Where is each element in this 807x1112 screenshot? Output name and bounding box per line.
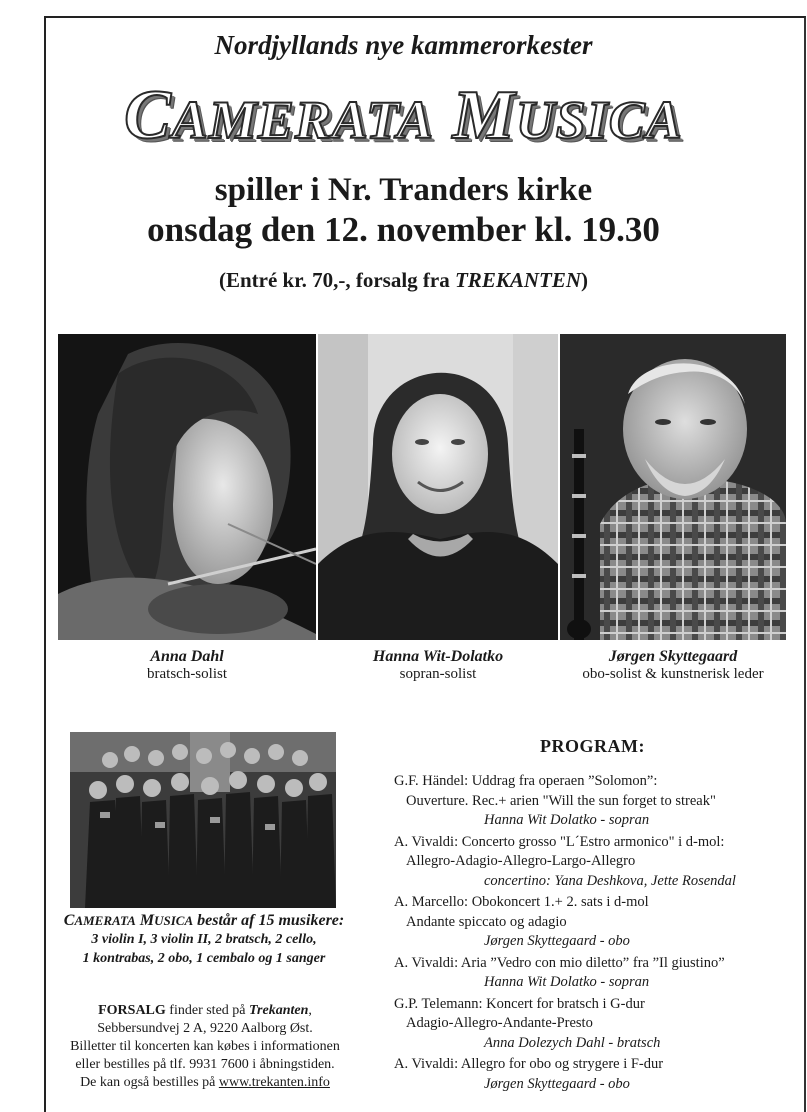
forsalg-link-prefix: De kan også bestilles på: [80, 1075, 219, 1090]
forsalg-comma: ,: [308, 1003, 312, 1018]
program-movements: Andante spiccato og adagio: [406, 913, 567, 930]
caption-suffix: består af 15 musikere:: [193, 912, 345, 929]
program-piece: A. Marcello: Obokoncert 1.+ 2. sats i d-mol: [394, 894, 649, 910]
program-piece: A. Vivaldi: Allegro for obo og strygere i F-dur: [394, 1056, 664, 1072]
forsalg-block: [60, 1002, 350, 1092]
forsalg-place: Trekanten: [249, 1003, 309, 1018]
entry-prefix: (Entré kr. 70,-, forsalg fra: [218, 268, 455, 292]
entry-place: TREKANTEN: [454, 268, 582, 292]
program-performer: Hanna Wit Dolatko - sopran: [484, 974, 650, 990]
photo-hanna-wit-dolatko: [318, 334, 558, 640]
entry-suffix: ): [581, 268, 589, 292]
soloist-role: sopran-solist: [399, 666, 477, 682]
entry-line: [0, 268, 807, 293]
poster-title: [0, 76, 807, 156]
program-piece: G.F. Händel: Uddrag fra operaen ”Solomon”:: [394, 773, 658, 789]
organization-subtitle: Nordjyllands nye kammerorkester: [214, 30, 593, 60]
title-initial-m: M: [452, 77, 516, 154]
soloist-name: Jørgen Skyttegaard: [608, 648, 738, 665]
photo-anna-dahl: [58, 334, 316, 640]
program-item: [394, 833, 794, 892]
program-item: [394, 772, 794, 831]
program-movements: Adagio-Allegro-Andante-Presto: [406, 1015, 593, 1031]
photo-ensemble: [70, 732, 336, 908]
program-movements: Ouverture. Rec.+ arien "Will the sun forget to streak": [406, 792, 716, 809]
program-movements: Allegro-Adagio-Allegro-Largo-Allegro: [406, 853, 636, 869]
program-piece: G.P. Telemann: Koncert for bratsch i G-dur: [394, 995, 645, 1012]
program-item: [394, 995, 794, 1054]
title-initial-c: C: [124, 77, 172, 154]
caption-initial-m: M: [139, 912, 155, 929]
title-rest-usica: USICA: [515, 90, 683, 150]
ensemble-line-2: 1 kontrabas, 2 obo, 1 cembalo og 1 sanger: [82, 951, 326, 966]
program-performer: Anna Dolezych Dahl - bratsch: [484, 1034, 661, 1051]
forsalg-line-1: [60, 1002, 350, 1020]
program-item: [394, 954, 794, 993]
ensemble-caption: [44, 912, 364, 968]
program-performer: Jørgen Skyttegaard - obo: [484, 1075, 630, 1092]
ensemble-line-1: 3 violin I, 3 violin II, 2 bratsch, 2 cello,: [91, 932, 317, 947]
program-heading: PROGRAM:: [540, 736, 645, 756]
forsalg-line-3: Billetter til koncerten kan købes i informationen: [70, 1039, 340, 1054]
caption-rest-amerata: AMERATA: [74, 913, 136, 928]
forsalg-text: finder sted på: [165, 1003, 249, 1018]
soloist-name: Anna Dahl: [150, 648, 224, 665]
soloist-role: obo-solist & kunstnerisk leder: [582, 666, 764, 682]
forsalg-line-4: eller bestilles på tlf. 9931 7600 i åbningstiden.: [75, 1057, 335, 1072]
forsalg-line-5: [60, 1074, 350, 1092]
forsalg-lead: FORSALG: [98, 1003, 166, 1018]
program-list: [394, 772, 794, 1094]
soloist-name: Hanna Wit-Dolatko: [372, 648, 504, 665]
trekanten-link[interactable]: www.trekanten.info: [218, 1075, 330, 1090]
program-item: [394, 1055, 794, 1094]
forsalg-address: Sebbersundvej 2 A, 9220 Aalborg Øst.: [97, 1021, 313, 1036]
program-performer: Jørgen Skyttegaard - obo: [484, 933, 630, 949]
soloist-caption-2: [318, 648, 558, 683]
date-line: onsdag den 12. november kl. 19.30: [147, 210, 660, 249]
caption-rest-usica: USICA: [154, 913, 194, 928]
venue-line: spiller i Nr. Tranders kirke: [214, 172, 593, 208]
program-performer: concertino: Yana Deshkova, Jette Rosendal: [484, 872, 736, 889]
soloist-caption-3: [548, 648, 798, 683]
program-performer: Hanna Wit Dolatko - sopran: [484, 812, 650, 828]
caption-initial-c: C: [63, 912, 75, 929]
ensemble-caption-heading: [44, 912, 364, 930]
program-piece: A. Vivaldi: Concerto grosso "L´Estro armonico" i d-mol:: [394, 833, 725, 850]
soloist-caption-1: [58, 648, 316, 683]
program-piece: A. Vivaldi: Aria ”Vedro con mio diletto” fra ”Il giustino”: [394, 954, 725, 971]
title-rest-amerata: AMERATA: [171, 90, 434, 150]
soloist-role: bratsch-solist: [147, 666, 227, 682]
photo-jorgen-skyttegaard: [560, 334, 786, 640]
program-item: [394, 893, 794, 952]
